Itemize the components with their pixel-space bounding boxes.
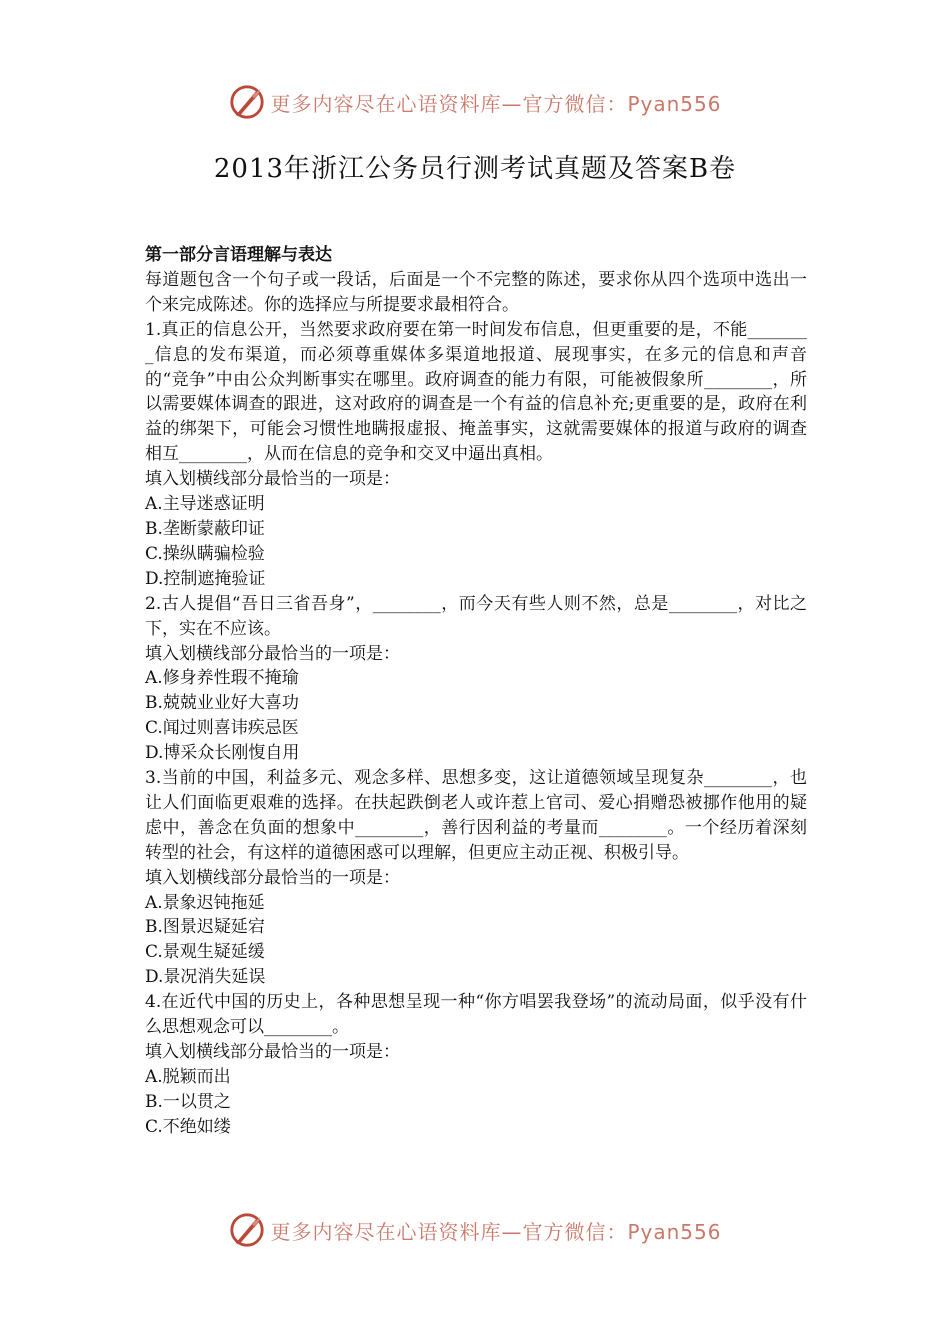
question-1-option-c: C.操纵瞒骗检验	[145, 543, 265, 564]
question-4-option-b: B.一以贯之	[145, 1091, 231, 1112]
question-1-option-a: A.主导迷惑证明	[145, 494, 265, 515]
banner-text: 更多内容尽在心语资料库—官方微信：Pyan556	[270, 1219, 722, 1244]
question-3-option-a: A.景象迟钝拖延	[145, 892, 265, 913]
question-3-option-c: C.景观生疑延缓	[145, 942, 265, 963]
question-2-option-c: C.闻过则喜讳疾忌医	[145, 718, 299, 739]
question-3-stem: 3.当前的中国，利益多元、观念多样、思想多变，这让道德领域呈现复杂________，也让人们面临更艰难的选择。在扶起跌倒老人或许惹上官司、爱心捐赠恐被挪作他用的疑虑中，善念在负面的想象中________，善行因利益的考量而________。一个经历着深刻转型的社会，有这样的道德困惑可以理解，但更应主动正视、积极引导。	[145, 768, 807, 863]
question-4-option-a: A.脱颖而出	[145, 1066, 231, 1087]
document-title: 2013年浙江公务员行测考试真题及答案B卷	[213, 154, 737, 184]
instructions-paragraph: 每道题包含一个句子或一段话，后面是一个不完整的陈述，要求你从四个选项中选出一个来完成陈述。你的选择应与所提要求最相符合。	[145, 269, 807, 315]
question-3-option-b: B.图景迟疑延宕	[145, 917, 265, 938]
quill-logo-icon	[228, 1211, 266, 1249]
question-2-prompt: 填入划横线部分最恰当的一项是：	[145, 643, 400, 664]
question-4-prompt: 填入划横线部分最恰当的一项是：	[145, 1042, 400, 1062]
section-heading: 第一部分言语理解与表达	[145, 245, 332, 265]
question-1-option-b: B.垄断蒙蔽印证	[145, 518, 265, 539]
question-2-option-d: D.博采众长刚愎自用	[145, 743, 300, 764]
question-2-option-a: A.修身养性瑕不掩瑜	[145, 668, 299, 689]
question-1-stem: 1.真正的信息公开，当然要求政府要在第一时间发布信息，但更重要的是，不能________信息的发布渠道，而必须尊重媒体多渠道地报道、展现事实，在多元的信息和声音的“竞争”中由公众判断事实在哪里。政府调查的能力有限，可能被假象所________，所以需要媒体调查的跟进，这对政府的调查是一个有益的信息补充;更重要的是，政府在利益的绑架下，可能会习惯性地瞒报虚报、掩盖事实，这就需要媒体的报道与政府的调查相互________，从而在信息的竞争和交叉中逼出真相。	[145, 319, 807, 465]
document-body	[145, 243, 807, 1140]
question-1-option-d: D.控制遮掩验证	[145, 568, 266, 589]
question-1-prompt: 填入划横线部分最恰当的一项是：	[145, 469, 400, 490]
banner-text: 更多内容尽在心语资料库—官方微信：Pyan556	[270, 91, 722, 116]
quill-logo-icon	[228, 83, 266, 121]
question-4-stem: 4.在近代中国的历史上，各种思想呈现一种“你方唱罢我登场”的流动局面，似乎没有什么思想观念可以________。	[145, 992, 807, 1038]
question-3-prompt: 填入划横线部分最恰当的一项是：	[145, 867, 400, 888]
question-4-option-c: C.不绝如缕	[145, 1116, 231, 1137]
question-3-option-d: D.景况消失延误	[145, 967, 266, 988]
question-2-option-b: B.兢兢业业好大喜功	[145, 693, 299, 714]
question-2-stem: 2.古人提倡“吾日三省吾身”，________，而今天有些人则不然，总是________，对比之下，实在不应该。	[145, 593, 807, 639]
header-banner	[0, 80, 950, 124]
footer-banner	[0, 1208, 950, 1252]
